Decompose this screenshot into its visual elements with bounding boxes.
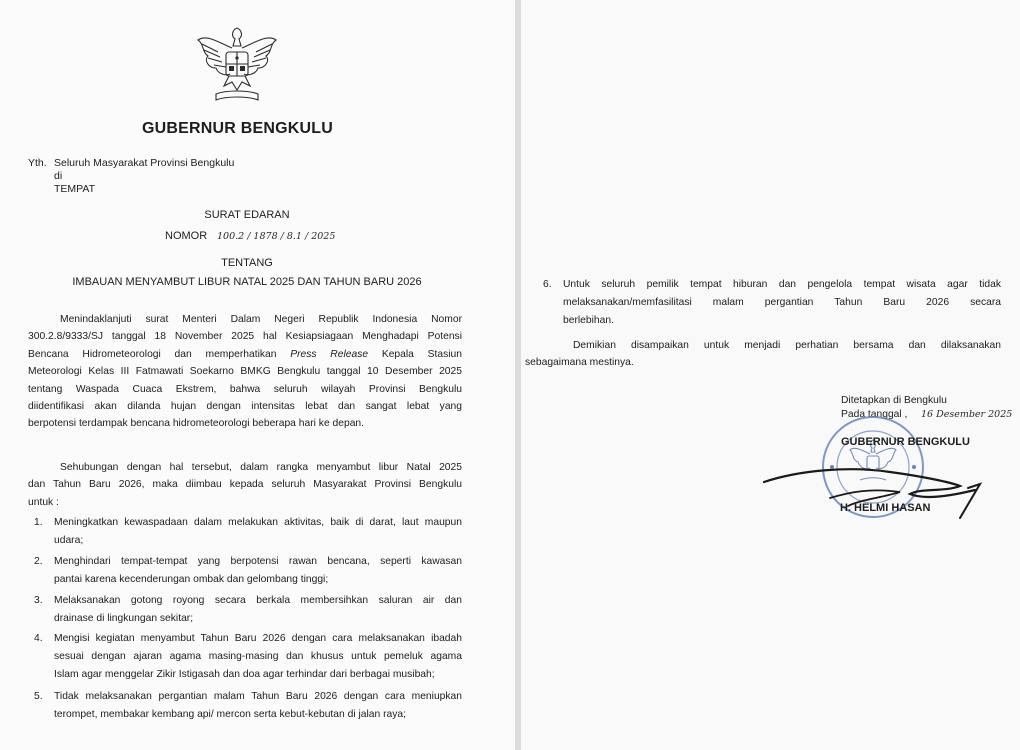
number-label: NOMOR xyxy=(165,230,208,242)
p1-line: berpotensi terdampak bencana hidrometeorologi beberapa hari ke depan. xyxy=(28,418,365,430)
list-item-1 xyxy=(34,514,462,550)
paragraph-2 xyxy=(28,459,462,511)
item-number: 1. xyxy=(34,517,43,528)
signer-name: H. HELMI HASAN xyxy=(840,502,931,514)
garuda-emblem-icon xyxy=(188,22,286,110)
item-number: 2. xyxy=(34,556,43,567)
number-value: 100.2 / 1878 / 8.1 / 2025 xyxy=(217,231,336,242)
governor-title: GUBERNUR BENGKULU xyxy=(142,120,333,137)
item-line: Menghindari tempat-tempat yang berpotensi rawan bencana, seperti kawasan xyxy=(54,556,462,567)
item-line: Melaksanakan gotong royong secara berkala membersihkan saluran air dan xyxy=(54,595,462,606)
subject: IMBAUAN MENYAMBUT LIBUR NATAL 2025 DAN TAHUN BARU 2026 xyxy=(72,276,422,288)
item-line: pantai karena kecenderungan ombak dan gelombang tinggi; xyxy=(54,574,329,585)
p2-line: untuk : xyxy=(28,496,59,508)
press-release-text: Press Release xyxy=(290,348,369,360)
list-item-4 xyxy=(34,630,462,684)
item-line: Islam agar menggelar Zikir Istigasah dan doa agar terhindar dari berbagai musibah; xyxy=(54,669,435,680)
p1-line: Menindaklanjuti surat Menteri Dalam Negeri Republik Indonesia Nomor xyxy=(60,314,462,325)
list-item-3 xyxy=(34,592,462,628)
p1-line xyxy=(28,346,462,363)
item-line: berlebihan. xyxy=(563,315,614,326)
doc-type: SURAT EDARAN xyxy=(204,209,290,221)
addressee-at: di xyxy=(54,170,63,182)
p1-line: Meteorologi Kelas III Fatmawati Soekarno BMKG Bengkulu tanggal 10 Desember 2025 xyxy=(28,366,462,378)
addressee-to: Seluruh Masyarakat Provinsi Bengkulu xyxy=(54,157,235,169)
p1-text: Bencana Hidrometeorologi dan memperhatikan xyxy=(28,348,291,360)
p1-line: tentang Waspada Cuaca Ekstrem, bahwa seluruh wilayah Provinsi Bengkulu xyxy=(28,383,462,395)
addressee-prefix: Yth. xyxy=(28,157,47,169)
item-line: melaksanakan/memfasilitasi malam pergantian Tahun Baru 2026 secara xyxy=(563,297,1001,308)
p2-line: Sehubungan dengan hal tersebut, dalam rangka menyambut libur Natal 2025 xyxy=(60,462,462,473)
p2-line: dan Tahun Baru 2026, maka diimbau kepada seluruh Masyarakat Provinsi Bengkulu xyxy=(28,479,462,491)
item-line: Mengisi kegiatan menyambut Tahun Baru 2026 dengan cara melaksanakan ibadah xyxy=(54,633,462,644)
item-line: udara; xyxy=(54,535,84,546)
paragraph-1 xyxy=(28,311,462,433)
item-number: 3. xyxy=(34,595,43,606)
established-place: Ditetapkan di Bengkulu xyxy=(841,395,947,406)
addressee-place: TEMPAT xyxy=(54,183,96,195)
closing-paragraph xyxy=(525,337,1001,372)
p1-line: diidentifikasi akan dilanda hujan dengan intensitas lebat dan sangat lebat yang xyxy=(28,401,462,413)
item-number: 5. xyxy=(34,691,43,702)
closing-line: sebagaimana mestinya. xyxy=(525,357,634,369)
p1-text: Kepala Stasiun xyxy=(368,348,462,360)
list-item-2 xyxy=(34,553,462,589)
date-label: Pada tanggal , xyxy=(841,409,908,420)
p1-line: 300.2.8/9333/SJ tanggal 18 November 2025 hal Kesiapsiagaan Menghadapi Potensi xyxy=(28,331,462,343)
item-line: drainase di lingkungan sekitar; xyxy=(54,613,194,624)
date-value: 16 Desember 2025 xyxy=(921,409,1013,420)
list-item-5 xyxy=(34,688,462,724)
signer-title: GUBERNUR BENGKULU xyxy=(841,436,970,448)
about-label: TENTANG xyxy=(221,257,273,269)
item-line: Meningkatkan kewaspadaan dalam melakukan aktivitas, baik di darat, laut maupun xyxy=(54,517,462,528)
right-page xyxy=(521,0,1020,750)
item-line: sesuai dengan ajaran agama masing-masing dan khusus untuk pemeluk agama xyxy=(54,651,462,662)
list-item-6 xyxy=(543,276,1001,332)
item-line: terompet, membakar kembang api/ mercon serta kebut-kebutan di jalan raya; xyxy=(54,709,406,720)
closing-line: Demikian disampaikan untuk menjadi perhatian bersama dan dilaksanakan xyxy=(573,340,1001,351)
item-number: 6. xyxy=(543,279,552,290)
item-number: 4. xyxy=(34,633,43,644)
item-line: Tidak melaksanakan pergantian malam Tahun Baru 2026 dengan cara meniupkan xyxy=(54,691,462,702)
item-line: Untuk seluruh pemilik tempat hiburan dan pengelola tempat wisata agar tidak xyxy=(563,279,1001,290)
